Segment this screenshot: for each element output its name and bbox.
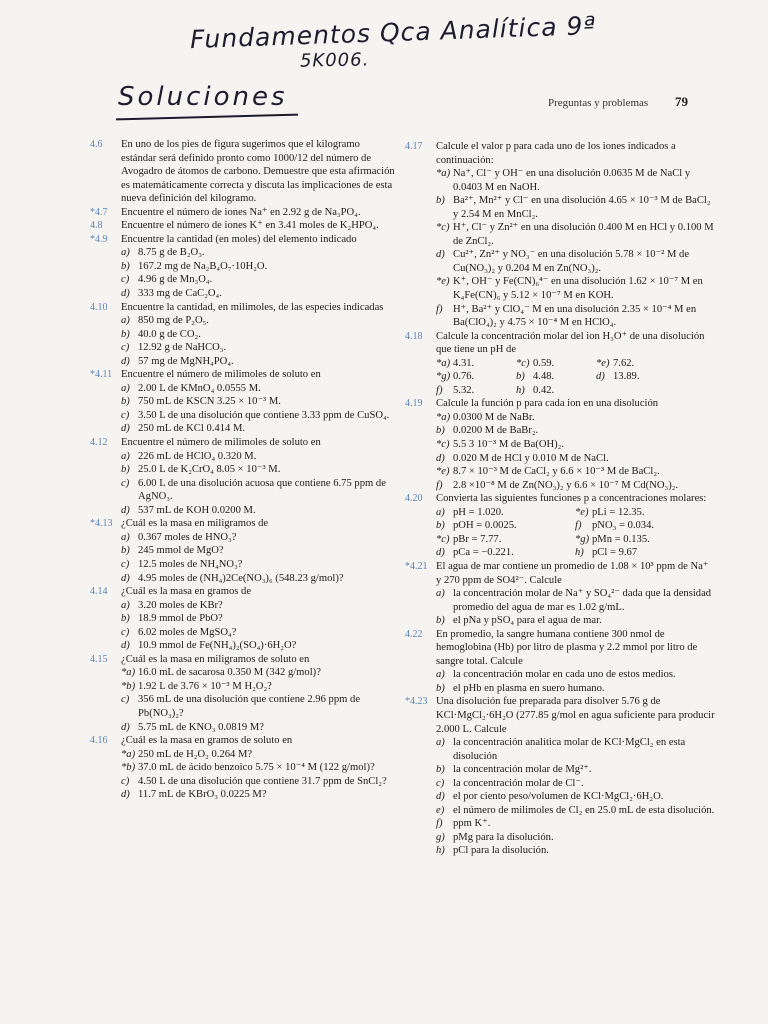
subitem-letter: b)	[436, 615, 445, 627]
subitem-list	[436, 587, 715, 628]
subitem-text: 6.00 L de una disolución acuosa que contiene 6.75 ppm de AgNO₃.	[138, 477, 386, 503]
problem-text: ¿Cuál es la masa en miligramos de	[121, 518, 269, 530]
subitem-list	[436, 736, 715, 858]
subitem	[436, 506, 575, 520]
problem-number: *4.9	[90, 233, 108, 245]
subitem	[121, 463, 396, 477]
subitem	[121, 328, 396, 342]
subitem	[121, 639, 396, 653]
subitem	[575, 533, 714, 547]
problem-item	[405, 140, 715, 330]
problem-text: Encuentre la cantidad (en moles) del elemento indicado	[121, 233, 357, 245]
subitem-letter: b)	[121, 545, 130, 557]
subitem	[121, 693, 396, 720]
subitem-text: pCl para la disolución.	[453, 845, 549, 857]
problem-number: *4.21	[405, 560, 428, 572]
subitem	[121, 775, 396, 789]
subitem-text: la concentración analítica molar de KCl·MgCl₂ en esta disolución	[453, 737, 686, 762]
subitem	[436, 194, 715, 221]
subitem-list	[436, 411, 715, 492]
subitem	[121, 599, 396, 613]
problem-number: *4.7	[90, 206, 108, 218]
subitem-text: 11.7 mL de KBrO₃ 0.0225 M?	[138, 789, 267, 801]
subitem	[121, 761, 396, 775]
subitem-letter: a)	[121, 247, 130, 259]
subitem-letter: *c)	[436, 439, 450, 451]
subitem-text: 18.9 mmol de PbO?	[138, 613, 223, 625]
subitem-letter: b)	[121, 613, 130, 625]
subitem-list	[121, 666, 396, 734]
problem-text: Calcule el valor p para cada uno de los iones indicados a continuación:	[436, 141, 676, 166]
subitem-letter: f)	[575, 520, 582, 532]
subitem-letter: b)	[121, 396, 130, 408]
subitem-letter: d)	[121, 355, 130, 367]
subitem	[121, 450, 396, 464]
subitem	[121, 341, 396, 355]
subitem-text: pCa = −0.221.	[453, 547, 514, 559]
subitem-letter: *a)	[436, 357, 451, 369]
subitem	[121, 748, 396, 762]
subitem-text: 4.50 L de una disolución que contiene 31.7 ppm de SnCl₂?	[138, 775, 387, 787]
subitem	[121, 544, 396, 558]
subitem	[436, 546, 575, 560]
subitem	[121, 246, 396, 260]
subitem-letter: f)	[436, 479, 443, 491]
subitem-text: 4.96 g de Mn₃O₄.	[138, 274, 213, 286]
subitem	[436, 167, 715, 194]
subitem-letter: a)	[436, 506, 445, 518]
subitem	[121, 273, 396, 287]
subitem	[436, 682, 715, 696]
problem-number: 4.18	[405, 330, 423, 342]
subitem-letter: b)	[121, 260, 130, 272]
subitem-text: Ba²⁺, Mn²⁺ y Cl⁻ en una disolución 4.65 × 10⁻³ M de BaCl₂ y 2.54 M en MnCl₂.	[453, 195, 711, 220]
problem-text: Una disolución fue preparada para disolver 5.76 g de KCl·MgCl₂·6H₂O (277.85 g/mol en agua suficiente para producir 2.000 L. Calcule	[436, 696, 715, 735]
problem-item	[90, 219, 396, 233]
subitem	[436, 804, 715, 818]
subitem-letter: d)	[121, 504, 130, 516]
problem-item	[405, 397, 715, 492]
subitem-letter: *c)	[516, 357, 530, 369]
subitem-list	[121, 246, 396, 300]
subitem-text: 5.75 mL de KNO₃ 0.0819 M?	[138, 721, 264, 733]
subitem	[121, 287, 396, 301]
subitem	[121, 558, 396, 572]
subitem-letter: *c)	[436, 222, 450, 234]
subitem	[121, 788, 396, 802]
subitem-text: la concentración molar de Mg²⁺.	[453, 764, 592, 776]
subitem-letter: a)	[121, 531, 130, 543]
subitem	[121, 572, 396, 586]
subitem	[516, 384, 596, 398]
subitem	[436, 844, 715, 858]
problem-number: 4.16	[90, 735, 108, 747]
subitem-text: el por ciento peso/volumen de KCl·MgCl₂·6H₂O.	[453, 791, 664, 803]
subitem	[436, 465, 715, 479]
problem-item	[90, 206, 396, 220]
subitem	[121, 721, 396, 735]
subitem-letter: b)	[436, 195, 445, 207]
subitem-letter: d)	[436, 791, 445, 803]
subitem	[436, 614, 715, 628]
subitem-letter: *g)	[436, 371, 451, 383]
subitem-text: 10.9 mmol de Fe(NH₄)₂(SO₄)·6H₂O?	[138, 640, 297, 652]
subitem-list	[436, 668, 715, 695]
subitem-letter: a)	[121, 450, 130, 462]
problem-item	[405, 560, 715, 628]
subitem	[436, 479, 715, 493]
subitem-letter: *c)	[436, 533, 450, 545]
subitem	[436, 587, 715, 614]
subitem-letter: d)	[436, 249, 445, 261]
subitem-list	[436, 167, 715, 330]
handwritten-underline	[116, 114, 298, 121]
subitem-text: K⁺, OH⁻ y Fe(CN)₆⁴⁻ en una disolución 1.62 × 10⁻⁷ M en K₄Fe(CN)₆ y 5.12 × 10⁻⁷ M en KOH.	[453, 276, 703, 302]
problem-text: ¿Cuál es la masa en gramos de	[121, 586, 252, 598]
subitem-text: 6.02 moles de MgSO₄?	[138, 626, 237, 638]
subitem-text: pH = 1.020.	[453, 506, 504, 518]
subitem	[121, 612, 396, 626]
subitem	[436, 411, 715, 425]
subitem	[121, 477, 396, 504]
subitem	[436, 221, 715, 248]
subitem-letter: c)	[121, 558, 130, 570]
subitem	[436, 452, 715, 466]
subitem-text: pBr = 7.77.	[453, 533, 502, 545]
subitem	[436, 763, 715, 777]
subitem	[121, 355, 396, 369]
subitem-letter: c)	[121, 694, 130, 706]
subitem-text: 7.62.	[613, 357, 635, 369]
subitem	[575, 546, 714, 560]
subitem-letter: b)	[121, 328, 130, 340]
subitem	[121, 395, 396, 409]
subitem-text: pOH = 0.0025.	[453, 520, 517, 532]
subitem-letter: a)	[436, 737, 445, 749]
problem-text: Calcule la función p para cada ion en una disolución	[436, 398, 659, 410]
subitem-text: 0.76.	[453, 371, 475, 383]
subitem-letter: d)	[436, 547, 445, 559]
subitem-list	[121, 450, 396, 518]
subitem	[121, 409, 396, 423]
subitem	[436, 303, 715, 330]
subitem	[121, 260, 396, 274]
subitem-letter: *e)	[596, 357, 610, 369]
subitem-text: pCl = 9.67	[592, 547, 638, 559]
subitem-letter: d)	[121, 789, 130, 801]
subitem-text: 2.00 L de KMnO₄ 0.0555 M.	[138, 382, 261, 394]
subitem-letter: *a)	[436, 168, 451, 180]
subitem	[575, 506, 714, 520]
handwritten-course-title: Fundamentos Qca Analítica 9ª	[189, 10, 597, 55]
subitem	[121, 504, 396, 518]
subitem-text: 0.42.	[533, 384, 555, 396]
subitem	[596, 370, 676, 384]
subitem-letter: h)	[436, 845, 445, 857]
subitem-text: 13.89.	[613, 371, 640, 383]
problem-text: Convierta las siguientes funciones p a concentraciones molares:	[436, 493, 707, 505]
subitem-list	[121, 599, 396, 653]
subitem-text: 333 mg de CaC₂O₄.	[138, 288, 222, 300]
subitem-text: la concentración molar de Na⁺ y SO₄²⁻ dada que la densidad promedio del agua de mar es 1.02 g/mL.	[453, 588, 712, 613]
subitem-text: Cu²⁺, Zn²⁺ y NO₃⁻ en una disolución 5.78 × 10⁻² M de Cu(NO₃)₂ y 0.204 M en Zn(NO₃)₂.	[453, 249, 690, 274]
subitem	[121, 666, 396, 680]
subitem	[436, 248, 715, 275]
problem-item	[90, 138, 396, 206]
subitem-text: 245 mmol de MgO?	[138, 545, 224, 557]
subitem-letter: b)	[436, 425, 445, 437]
subitem-letter: d)	[121, 288, 130, 300]
subitem-text: 8.7 × 10⁻³ M de CaCl₂ y 6.6 × 10⁻³ M de BaCl₂.	[453, 466, 660, 478]
page-header-label: Preguntas y problemas	[548, 97, 649, 109]
subitem-text: 8.75 g de B₂O₃.	[138, 247, 205, 259]
subitem-letter: *e)	[436, 466, 450, 478]
subitem-list	[121, 531, 396, 585]
subitem-letter: f)	[436, 818, 443, 830]
subitem-text: 4.31.	[453, 357, 475, 369]
subitem-text: el número de milimoles de Cl₂ en 25.0 mL de esta disolución.	[453, 804, 715, 816]
subitem-text: 226 mL de HClO₄ 0.320 M.	[138, 450, 257, 462]
subitem-text: 5.32.	[453, 384, 475, 396]
problem-text: El agua de mar contiene un promedio de 1.08 × 10³ ppm de Na⁺ y 270 ppm de SO4²⁻. Calcule	[436, 560, 709, 586]
subitem	[436, 777, 715, 791]
left-column	[90, 138, 396, 802]
problem-number: 4.8	[90, 220, 103, 232]
subitem-letter: *b)	[121, 680, 136, 692]
subitem	[575, 519, 714, 533]
subitem-letter: a)	[436, 669, 445, 681]
problem-item	[90, 233, 396, 301]
subitem-text: 0.59.	[533, 357, 555, 369]
subitem-letter: d)	[121, 721, 130, 733]
subitem-list	[121, 748, 396, 802]
right-column	[405, 140, 715, 858]
subitem-letter: a)	[436, 588, 445, 600]
problem-number: 4.17	[405, 141, 423, 152]
subitem-text: el pHb en plasma en suero humano.	[453, 682, 605, 694]
subitem	[121, 680, 396, 694]
subitem-letter: *e)	[575, 506, 589, 518]
subitem-text: 250 mL de KCl 0.414 M.	[138, 423, 246, 435]
subitem-text: 356 mL de una disolución que contiene 2.96 ppm de Pb(NO₃)₂?	[138, 694, 361, 719]
subitem	[436, 668, 715, 682]
subitem-letter: c)	[121, 775, 130, 787]
subitem-text: 750 mL de KSCN 3.25 × 10⁻³ M.	[138, 396, 281, 408]
subitem-letter: b)	[436, 520, 445, 532]
subitem-text: pLi = 12.35.	[592, 506, 645, 518]
problem-item	[90, 585, 396, 653]
subitem-letter: f)	[436, 384, 443, 396]
problem-text: ¿Cuál es la masa en miligramos de soluto en	[121, 653, 310, 665]
problem-item	[90, 734, 396, 802]
subitem-text: 167.2 mg de Na₂B₄O₇·10H₂O.	[138, 260, 268, 272]
answer-options-grid	[436, 506, 715, 560]
subitem	[121, 626, 396, 640]
subitem-text: 0.020 M de HCl y 0.010 M de NaCl.	[453, 452, 609, 464]
subitem-list	[121, 382, 396, 436]
subitem	[596, 357, 676, 371]
subitem-letter: a)	[121, 315, 130, 327]
subitem-letter: d)	[596, 371, 605, 383]
subitem	[436, 424, 715, 438]
subitem-letter: a)	[121, 382, 130, 394]
subitem	[436, 275, 715, 302]
problem-number: *4.11	[90, 369, 113, 381]
problem-number: 4.15	[90, 653, 108, 665]
problem-item	[405, 330, 715, 398]
subitem	[436, 438, 715, 452]
subitem	[121, 382, 396, 396]
subitem	[436, 790, 715, 804]
subitem-letter: c)	[121, 342, 130, 354]
subitem-text: la concentración molar en cada uno de estos medios.	[453, 669, 676, 681]
subitem-text: pNO₃ = 0.034.	[592, 520, 655, 532]
subitem-text: el pNa y pSO₄ para el agua de mar.	[453, 615, 602, 627]
problem-text: ¿Cuál es la masa en gramos de soluto en	[121, 735, 293, 747]
subitem-letter: c)	[121, 626, 130, 638]
answer-options-grid	[436, 357, 715, 398]
problem-text: Encuentre el número de milimoles de soluto en	[121, 437, 321, 449]
subitem-text: 37.0 mL de ácido benzoico 5.75 × 10⁻⁴ M (122 g/mol)?	[138, 762, 375, 774]
subitem-text: pMn = 0.135.	[592, 533, 650, 545]
problem-number: 4.20	[405, 493, 423, 505]
subitem-text: 537 mL de KOH 0.0200 M.	[138, 504, 256, 516]
handwritten-section-title: Soluciones	[118, 82, 288, 112]
subitem-text: pMg para la disolución.	[453, 831, 554, 843]
handwritten-course-code: 5K006.	[299, 49, 370, 72]
subitem	[436, 736, 715, 763]
subitem-letter: f)	[436, 303, 443, 315]
subitem	[121, 314, 396, 328]
subitem-text: 850 mg de P₂O₅.	[138, 315, 209, 327]
subitem	[436, 519, 575, 533]
problem-number: 4.6	[90, 139, 103, 150]
subitem-text: 4.95 moles de (NH₄)2Ce(NO₃)₆ (548.23 g/mol)?	[138, 572, 344, 584]
subitem-text: 0.0300 M de NaBr.	[453, 411, 535, 423]
subitem-letter: *b)	[121, 762, 136, 774]
subitem-text: 57 mg de MgNH₄PO₄.	[138, 355, 234, 367]
subitem-text: ppm K⁺.	[453, 818, 491, 830]
subitem-letter: a)	[121, 599, 130, 611]
problem-text: Encuentre el número de milimoles de soluto en	[121, 369, 321, 381]
subitem-text: 2.8 ×10⁻⁸ M de Zn(NO₃)₂ y 6.6 × 10⁻⁷ M Cd(NO₃)₂.	[453, 479, 679, 491]
subitem-letter: b)	[516, 371, 525, 383]
subitem-letter: *g)	[575, 533, 590, 545]
problem-item	[90, 517, 396, 585]
problem-text: Encuentre el número de iones K⁺ en 3.41 moles de K₂HPO₄.	[121, 220, 379, 232]
subitem-text: 3.50 L de una disolución que contiene 3.33 ppm de CuSO₄.	[138, 409, 390, 421]
subitem-text: Na⁺, Cl⁻ y OH⁻ en una disolución 0.0635 M de NaCl y 0.0403 M en NaOH.	[453, 168, 691, 193]
problem-number: 4.12	[90, 437, 108, 449]
subitem-letter: d)	[436, 452, 445, 464]
subitem-letter: c)	[436, 777, 445, 789]
subitem-text: 40.0 g de CO₂.	[138, 328, 201, 340]
subitem-letter: b)	[121, 464, 130, 476]
subitem-letter: e)	[436, 804, 445, 816]
subitem-letter: d)	[121, 572, 130, 584]
subitem-letter: h)	[516, 384, 525, 396]
problem-text: Encuentre el número de iones Na⁺ en 2.92 g de Na₃PO₄.	[121, 206, 361, 218]
subitem-text: H⁺, Ba²⁺ y ClO₄⁻ M en una disolución 2.35 × 10⁻⁴ M en Ba(ClO₄)₂ y 4.75 × 10⁻⁴ M en HClO₄.	[453, 303, 697, 329]
subitem	[436, 357, 516, 371]
problem-number: *4.13	[90, 518, 113, 530]
subitem-letter: g)	[436, 831, 445, 843]
problem-number: 4.14	[90, 586, 108, 598]
page-number: 79	[675, 94, 688, 109]
subitem	[436, 384, 516, 398]
subitem-letter: *e)	[436, 276, 450, 288]
problem-text: Encuentre la cantidad, en milimoles, de las especies indicadas	[121, 301, 384, 313]
subitem-text: 16.0 mL de sacarosa 0.350 M (342 g/mol)?	[138, 667, 321, 679]
subitem-letter: b)	[436, 764, 445, 776]
problem-number: *4.23	[405, 696, 428, 708]
subitem-text: 4.48.	[533, 371, 555, 383]
subitem-letter: h)	[575, 547, 584, 559]
subitem	[516, 370, 596, 384]
problem-item	[405, 628, 715, 696]
subitem	[436, 370, 516, 384]
subitem-text: 1.92 L de 3.76 × 10⁻³ M H₂O₂?	[138, 680, 272, 692]
subitem-list	[121, 314, 396, 368]
problem-item	[405, 492, 715, 560]
subitem-text: 0.0200 M de BaBr₂.	[453, 425, 539, 437]
subitem-text: 25.0 L de K₂CrO₄ 8.05 × 10⁻³ M.	[138, 464, 281, 476]
subitem-text: 0.367 moles de HNO₃?	[138, 531, 237, 543]
problem-number: 4.10	[90, 301, 108, 313]
problem-number: 4.19	[405, 398, 423, 410]
subitem-letter: c)	[121, 477, 130, 489]
subitem	[436, 533, 575, 547]
problem-item	[90, 301, 396, 369]
subitem-letter: *a)	[436, 411, 451, 423]
problem-item	[90, 368, 396, 436]
subitem-letter: d)	[121, 640, 130, 652]
subitem	[436, 831, 715, 845]
subitem-text: la concentración molar de Cl⁻.	[453, 777, 584, 789]
problem-text: Calcule la concentración molar del ion H₃O⁺ de una disolución que tiene un pH de	[436, 330, 705, 356]
problem-number: 4.22	[405, 628, 423, 640]
problem-text: En promedio, la sangre humana contiene 300 nmol de hemoglobina (Hb) por litro de plasma y 2.2 mmol por litro de sangre total. Calcule	[436, 628, 698, 667]
subitem	[436, 817, 715, 831]
subitem	[121, 531, 396, 545]
problem-item	[405, 695, 715, 858]
subitem-letter: c)	[121, 274, 130, 286]
subitem-text: 5.5 3 10⁻³ M de Ba(OH)₂.	[453, 439, 565, 451]
subitem-text: 3.20 moles de KBr?	[138, 599, 223, 611]
subitem-letter: b)	[436, 682, 445, 694]
subitem	[516, 357, 596, 371]
subitem	[121, 422, 396, 436]
subitem-letter: *a)	[121, 667, 136, 679]
problem-text: En uno de los pies de figura sugerimos que el kilogramo estándar será definido pronto como 1000/12 del número de Avogadro de átomos de carbono. Demuestre que esta afirmación es matemáticamente correcta y discuta las implicaciones de esta nueva definición del kilogramo.	[121, 139, 395, 205]
subitem-letter: c)	[121, 409, 130, 421]
subitem-text: 250 mL de H₂O₂ 0.264 M?	[138, 748, 253, 760]
subitem-letter: d)	[121, 423, 130, 435]
subitem-text: 12.5 moles de NH₄NO₃?	[138, 558, 243, 570]
subitem-letter: *a)	[121, 748, 136, 760]
subitem-text: H⁺, Cl⁻ y Zn²⁺ en una disolución 0.400 M en HCl y 0.100 M de ZnCl₂.	[453, 222, 714, 247]
problem-item	[90, 653, 396, 734]
subitem-text: 12.92 g de NaHCO₃.	[138, 342, 227, 354]
problem-item	[90, 436, 396, 517]
